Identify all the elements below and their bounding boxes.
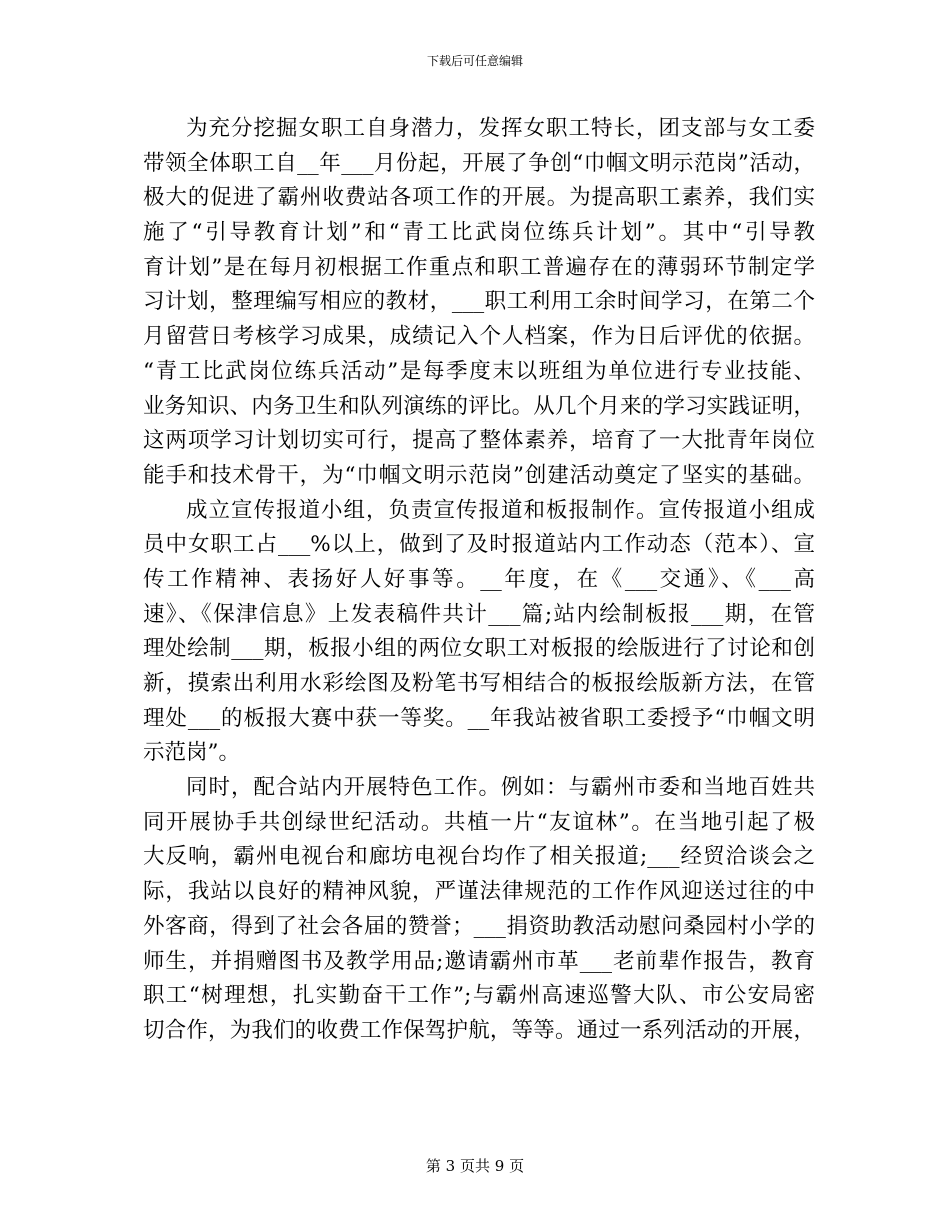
text-line: 能手和技术骨干，为“巾帼文明示范岗”创建活动奠定了坚实的基础。 xyxy=(143,462,815,488)
text-line: 示范岗”。 xyxy=(143,740,240,766)
text-line: 月留营日考核学习成果，成绩记入个人档案，作为日后评优的依据。 xyxy=(143,324,815,350)
text-line: 极大的促进了霸州收费站各项工作的开展。为提高职工素养，我们实 xyxy=(143,185,815,211)
text-line: 理处___的板报大赛中获一等奖。__年我站被省职工委授予“巾帼文明 xyxy=(143,705,815,731)
paragraph-2 xyxy=(143,494,815,772)
text-line: 施了“引导教育计划”和“青工比武岗位练兵计划”。其中“引导教 xyxy=(143,220,815,246)
text-line: “青工比武岗位练兵活动”是每季度末以班组为单位进行专业技能、 xyxy=(143,358,815,384)
text-line: 大反响，霸州电视台和廊坊电视台均作了相关报道;___经贸洽谈会之 xyxy=(143,844,815,870)
text-line: 切合作，为我们的收费工作保驾护航，等等。通过一系列活动的开展， xyxy=(143,1017,815,1043)
text-line: 传工作精神、表扬好人好事等。__年度，在《___交通》、《___高 xyxy=(143,566,815,592)
text-line: 速》、《保津信息》上发表稿件共计___篇;站内绘制板报___期，在管 xyxy=(143,601,815,627)
text-line: 际，我站以良好的精神风貌，严谨法律规范的工作作风迎送过往的中 xyxy=(143,879,815,905)
text-line: 同开展协手共创绿世纪活动。共植一片“友谊林”。在当地引起了极 xyxy=(143,809,815,835)
page-number-footer: 第 3 页共 9 页 xyxy=(425,1157,525,1175)
text-line: 师生，并捐赠图书及教学用品;邀请霸州市革___老前辈作报告，教育 xyxy=(143,948,815,974)
paragraph-3 xyxy=(143,771,815,1049)
text-line: 外客商，得到了社会各届的赞誉；___捐资助教活动慰问桑园村小学的 xyxy=(143,913,815,939)
text-line: 理处绘制___期，板报小组的两位女职工对板报的绘版进行了讨论和创 xyxy=(143,636,815,662)
text-line: 成立宣传报道小组，负责宣传报道和板报制作。宣传报道小组成 xyxy=(186,497,815,523)
page-header: 下载后可任意编辑 xyxy=(426,54,523,68)
text-line: 习计划，整理编写相应的教材，___职工利用工余时间学习，在第二个 xyxy=(143,289,815,315)
text-line: 业务知识、内务卫生和队列演练的评比。从几个月来的学习实践证明， xyxy=(143,393,815,419)
text-line: 职工“树理想，扎实勤奋干工作”;与霸州高速巡警大队、市公安局密 xyxy=(143,983,815,1009)
paragraph-1 xyxy=(143,112,815,494)
text-line: 为充分挖掘女职工自身潜力，发挥女职工特长，团支部与女工委 xyxy=(186,116,815,141)
text-line: 带领全体职工自__年___月份起，开展了争创“巾帼文明示范岗”活动， xyxy=(143,150,815,176)
text-line: 员中女职工占___%以上，做到了及时报道站内工作动态（范本）、宣 xyxy=(143,532,815,558)
text-line: 同时，配合站内开展特色工作。例如：与霸州市委和当地百姓共 xyxy=(186,775,815,801)
document-body xyxy=(143,112,815,1049)
text-line: 新，摸索出利用水彩绘图及粉笔书写相结合的板报绘版新方法，在管 xyxy=(143,671,815,696)
text-line: 这两项学习计划切实可行，提高了整体素养，培育了一大批青年岗位 xyxy=(143,428,815,454)
text-line: 育计划”是在每月初根据工作重点和职工普遍存在的薄弱环节制定学 xyxy=(143,254,815,280)
